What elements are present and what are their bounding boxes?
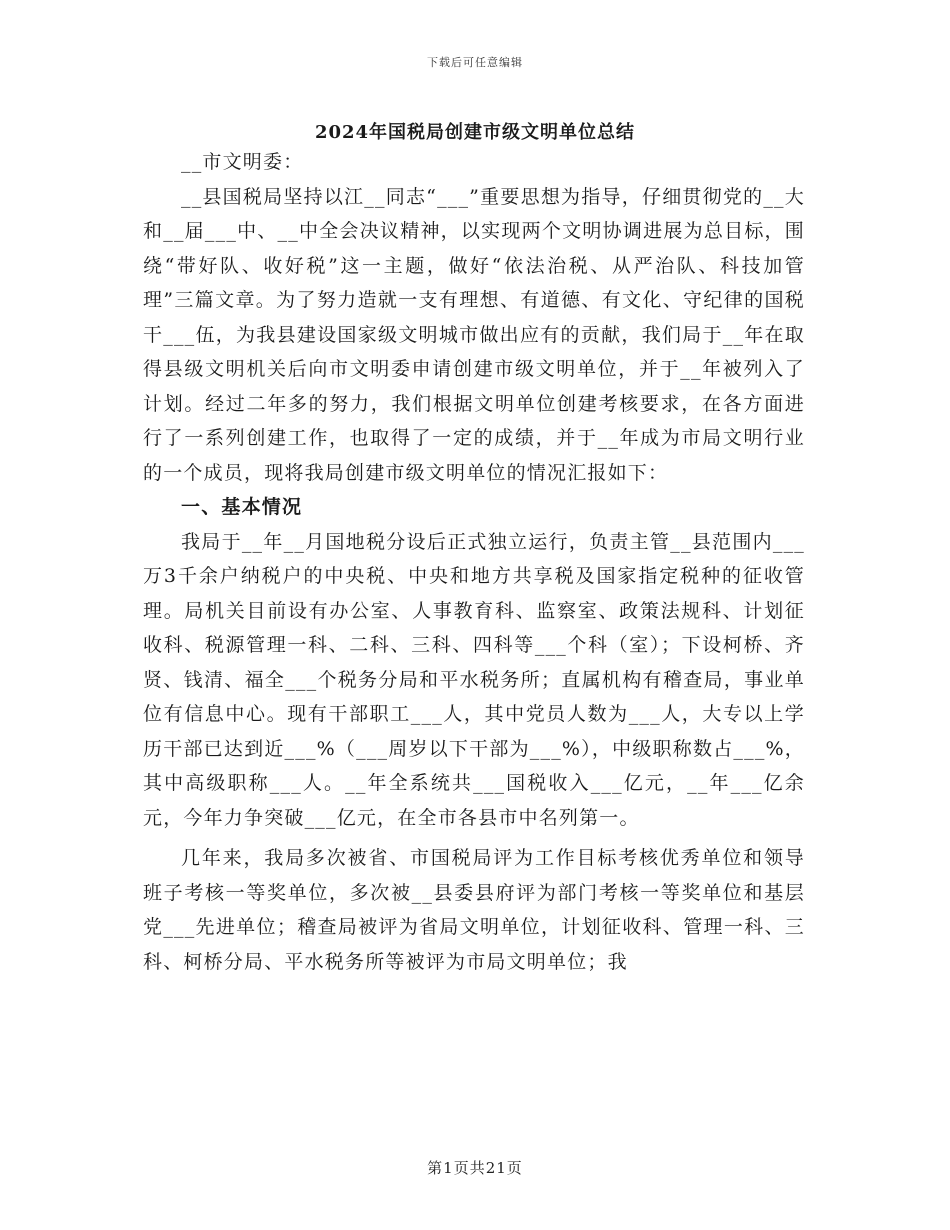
salutation: __市文明委： — [181, 151, 304, 173]
section1-paragraph: 几年来，我局多次被省、市国税局评为工作目标考核优秀单位和领导班子考核一等奖单位，多次被__县委县府评为部门考核一等奖单位和基层党___先进单位；稽查局被评为省局文明单位，计划征收科、管理一科、三科、柯桥分局、平水税务所等被评为市局文明单位；我 — [143, 847, 805, 973]
page-header-note: 下载后可任意编辑 — [427, 56, 523, 69]
document-body — [143, 145, 805, 979]
section1-paragraph: 我局于__年__月国地税分设后正式独立运行，负责主管__县范围内___万3千余户纳税户的中央税、中央和地方共享税及国家指定税种的征收管理。局机关目前设有办公室、人事教育科、监察室、政策法规科、计划征收科、税源管理一科、二科、三科、四科等___个科（室）；下设柯桥、齐贤、钱清、福全___个税务分局和平水税务所；直属机构有稽查局，事业单位有信息中心。现有干部职工___人，其中党员人数为___人，大专以上学历干部已达到近___%（___周岁以下干部为___%），中级职称数占___%，其中高级职称___人。__年全系统共___国税收入___亿元，__年___亿余元，今年力争突破___亿元，在全市各县市中名列第一。 — [143, 530, 805, 829]
page-footer-number: 第1页共21页 — [427, 1159, 523, 1177]
intro-paragraph: __县国税局坚持以江__同志“___”重要思想为指导，仔细贯彻党的__大和__届___中、__中全会决议精神，以实现两个文明协调进展为总目标，围绕“带好队、收好税”这一主题，做好“依法治税、从严治队、科技加管理”三篇文章。为了努力造就一支有理想、有道德、有文化、守纪律的国税干___伍，为我县建设国家级文明城市做出应有的贡献，我们局于__年在取得县级文明机关后向市文明委申请创建市级文明单位，并于__年被列入了计划。经过二年多的努力，我们根据文明单位创建考核要求，在各方面进行了一系列创建工作，也取得了一定的成绩，并于__年成为市局文明行业的一个成员，现将我局创建市级文明单位的情况汇报如下： — [143, 185, 805, 484]
document-title: 2024年国税局创建市级文明单位总结 — [314, 122, 636, 143]
section-heading-basic-situation: 一、基本情况 — [181, 496, 303, 518]
